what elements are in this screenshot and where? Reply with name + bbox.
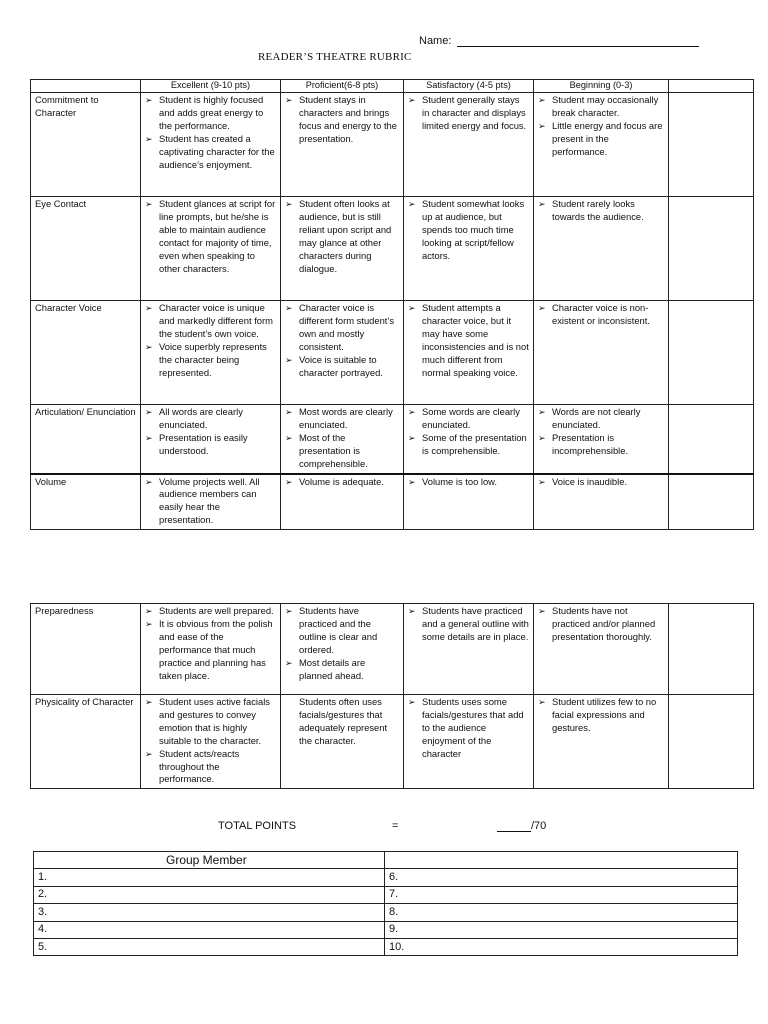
- total-max: /70: [531, 820, 547, 832]
- descriptor: ➢ Student stays in characters and brings focus and energy to the presentation.: [285, 94, 399, 146]
- group-member-row: [34, 886, 738, 903]
- descriptor: ➢ It is obvious from the polish and ease of the performance that much practice and planning has taken place.: [145, 618, 276, 683]
- points-cell[interactable]: [669, 604, 754, 695]
- descriptor: ➢ Student generally stays in character and displays limited energy and focus.: [408, 94, 529, 133]
- cell-proficient: [281, 301, 404, 405]
- cell-satisfactory: [404, 405, 534, 474]
- group-member-header: Group Member: [34, 852, 385, 869]
- descriptor: ➢ Student glances at script for line prompts, but he/she is able to maintain audience contact for majority of time, even when speaking to other characters.: [145, 198, 276, 275]
- cell-excellent: [141, 604, 281, 695]
- cell-beginning: [534, 93, 669, 197]
- descriptor: ➢ Little energy and focus are present in the performance.: [538, 120, 664, 159]
- header-beginning: Beginning (0-3): [534, 80, 669, 93]
- group-member-slot[interactable]: 10.: [385, 938, 738, 955]
- descriptor: ➢ Character voice is non-existent or inconsistent.: [538, 302, 664, 328]
- descriptor: ➢ Student somewhat looks up at audience, but spends too much time looking at script/fellow actors.: [408, 198, 529, 263]
- cell-excellent: [141, 301, 281, 405]
- criterion-label: Volume: [31, 474, 141, 530]
- group-member-row: [34, 904, 738, 921]
- group-member-slot[interactable]: 1.: [34, 869, 385, 886]
- total-points-field[interactable]: [497, 820, 546, 832]
- criterion-label: Physicality of Character: [31, 695, 141, 789]
- descriptor: ➢ Some of the presentation is comprehensible.: [408, 432, 529, 458]
- header-points: [669, 80, 754, 93]
- descriptor: ➢ Volume is too low.: [408, 476, 529, 489]
- descriptor: ➢ Most of the presentation is comprehensible.: [285, 432, 399, 471]
- descriptor: ➢ Students are well prepared.: [145, 605, 276, 618]
- group-member-row: [34, 869, 738, 886]
- cell-beginning: [534, 695, 669, 789]
- criterion-label: Preparedness: [31, 604, 141, 695]
- cell-proficient: [281, 695, 404, 789]
- rubric-row-volume: [31, 474, 754, 530]
- rubric-table-bottom: [30, 603, 754, 789]
- group-header-blank: [385, 852, 738, 869]
- descriptor: ➢ Presentation is easily understood.: [145, 432, 276, 458]
- cell-proficient: [281, 197, 404, 301]
- group-member-slot[interactable]: 5.: [34, 938, 385, 955]
- descriptor: ➢ Character voice is unique and markedly different form the student’s own voice.: [145, 302, 276, 341]
- group-member-slot[interactable]: 3.: [34, 904, 385, 921]
- cell-proficient: [281, 93, 404, 197]
- descriptor: ➢ All words are clearly enunciated.: [145, 406, 276, 432]
- cell-beginning: [534, 301, 669, 405]
- cell-proficient: [281, 604, 404, 695]
- group-member-slot[interactable]: 7.: [385, 886, 738, 903]
- rubric-row-articulation: [31, 405, 754, 474]
- cell-satisfactory: [404, 604, 534, 695]
- group-member-row: [34, 938, 738, 955]
- descriptor: ➢ Student often looks at audience, but is still reliant upon script and may glance at other characters during dialogue.: [285, 198, 399, 275]
- points-cell[interactable]: [669, 301, 754, 405]
- descriptor: ➢ Voice is inaudible.: [538, 476, 664, 489]
- descriptor: ➢ Character voice is different form student’s own and mostly consistent.: [285, 302, 399, 354]
- cell-satisfactory: [404, 301, 534, 405]
- name-blank-line[interactable]: [457, 36, 699, 47]
- criterion-label: Eye Contact: [31, 197, 141, 301]
- points-cell[interactable]: [669, 197, 754, 301]
- cell-proficient: [281, 474, 404, 530]
- page-title: READER’S THEATRE RUBRIC: [258, 51, 412, 63]
- cell-beginning: [534, 197, 669, 301]
- cell-excellent: [141, 405, 281, 474]
- descriptor: ➢ Volume is adequate.: [285, 476, 399, 489]
- group-header-row: [34, 852, 738, 869]
- rubric-row-voice: [31, 301, 754, 405]
- total-equals-sign: =: [392, 820, 399, 832]
- descriptor: ➢ Student uses active facials and gestures to convey emotion that is highly suitable to the character.: [145, 696, 276, 748]
- descriptor: ➢ Most details are planned ahead.: [285, 657, 399, 683]
- rubric-table-top: [30, 79, 754, 530]
- group-member-slot[interactable]: 6.: [385, 869, 738, 886]
- name-label: Name:: [419, 35, 452, 47]
- group-member-row: [34, 921, 738, 938]
- descriptor: ➢ Words are not clearly enunciated.: [538, 406, 664, 432]
- descriptor: ➢ Voice is suitable to character portrayed.: [285, 354, 399, 380]
- cell-satisfactory: [404, 695, 534, 789]
- descriptor: ➢ Presentation is incomprehensible.: [538, 432, 664, 458]
- criterion-label: Articulation/ Enunciation: [31, 405, 141, 474]
- cell-proficient: [281, 405, 404, 474]
- cell-excellent: [141, 474, 281, 530]
- descriptor: ➢ Student attempts a character voice, but it may have some inconsistencies and is not much different from normal speaking voice.: [408, 302, 529, 379]
- points-cell[interactable]: [669, 695, 754, 789]
- cell-satisfactory: [404, 93, 534, 197]
- descriptor: Students often uses facials/gestures that adequately represent the character.: [299, 696, 388, 746]
- cell-satisfactory: [404, 197, 534, 301]
- descriptor: ➢ Students have practiced and a general outline with some details are in place.: [408, 605, 529, 644]
- group-member-slot[interactable]: 8.: [385, 904, 738, 921]
- cell-beginning: [534, 474, 669, 530]
- header-excellent: Excellent (9-10 pts): [141, 80, 281, 93]
- descriptor: ➢ Student is highly focused and adds great energy to the performance.: [145, 94, 276, 133]
- descriptor: ➢ Student has created a captivating character for the audience’s enjoyment.: [145, 133, 276, 172]
- group-member-slot[interactable]: 9.: [385, 921, 738, 938]
- descriptor: ➢ Students have practiced and the outline is clear and ordered.: [285, 605, 399, 657]
- rubric-header-row: [31, 80, 754, 93]
- header-proficient: Proficient(6-8 pts): [281, 80, 404, 93]
- header-satisfactory: Satisfactory (4-5 pts): [404, 80, 534, 93]
- descriptor: ➢ Students have not practiced and/or planned presentation thoroughly.: [538, 605, 664, 644]
- descriptor: ➢ Student may occasionally break character.: [538, 94, 664, 120]
- cell-beginning: [534, 604, 669, 695]
- points-cell[interactable]: [669, 93, 754, 197]
- descriptor: ➢ Most words are clearly enunciated.: [285, 406, 399, 432]
- rubric-row-commitment: [31, 93, 754, 197]
- descriptor: ➢ Student acts/reacts throughout the performance.: [145, 748, 276, 787]
- cell-excellent: [141, 93, 281, 197]
- descriptor: ➢ Student rarely looks towards the audience.: [538, 198, 664, 224]
- descriptor: ➢ Student utilizes few to no facial expressions and gestures.: [538, 696, 664, 735]
- cell-satisfactory: [404, 474, 534, 530]
- cell-beginning: [534, 405, 669, 474]
- descriptor: ➢ Some words are clearly enunciated.: [408, 406, 529, 432]
- group-members-table: [33, 851, 738, 956]
- descriptor: ➢ Voice superbly represents the character being represented.: [145, 341, 276, 380]
- header-criterion: [31, 80, 141, 93]
- cell-excellent: [141, 197, 281, 301]
- descriptor: ➢ Students uses some facials/gestures that add to the audience enjoyment of the character: [408, 696, 529, 761]
- criterion-label: Character Voice: [31, 301, 141, 405]
- group-member-slot[interactable]: 4.: [34, 921, 385, 938]
- name-field[interactable]: [419, 35, 699, 47]
- group-member-slot[interactable]: 2.: [34, 886, 385, 903]
- rubric-row-physicality: [31, 695, 754, 789]
- points-cell[interactable]: [669, 405, 754, 474]
- total-points-label: TOTAL POINTS: [218, 820, 297, 832]
- descriptor: ➢ Volume projects well. All audience members can easily hear the presentation.: [145, 476, 276, 528]
- cell-excellent: [141, 695, 281, 789]
- rubric-row-preparedness: [31, 604, 754, 695]
- total-blank-line[interactable]: [497, 821, 531, 832]
- rubric-row-eye-contact: [31, 197, 754, 301]
- points-cell[interactable]: [669, 474, 754, 530]
- criterion-label: Commitment to Character: [31, 93, 141, 197]
